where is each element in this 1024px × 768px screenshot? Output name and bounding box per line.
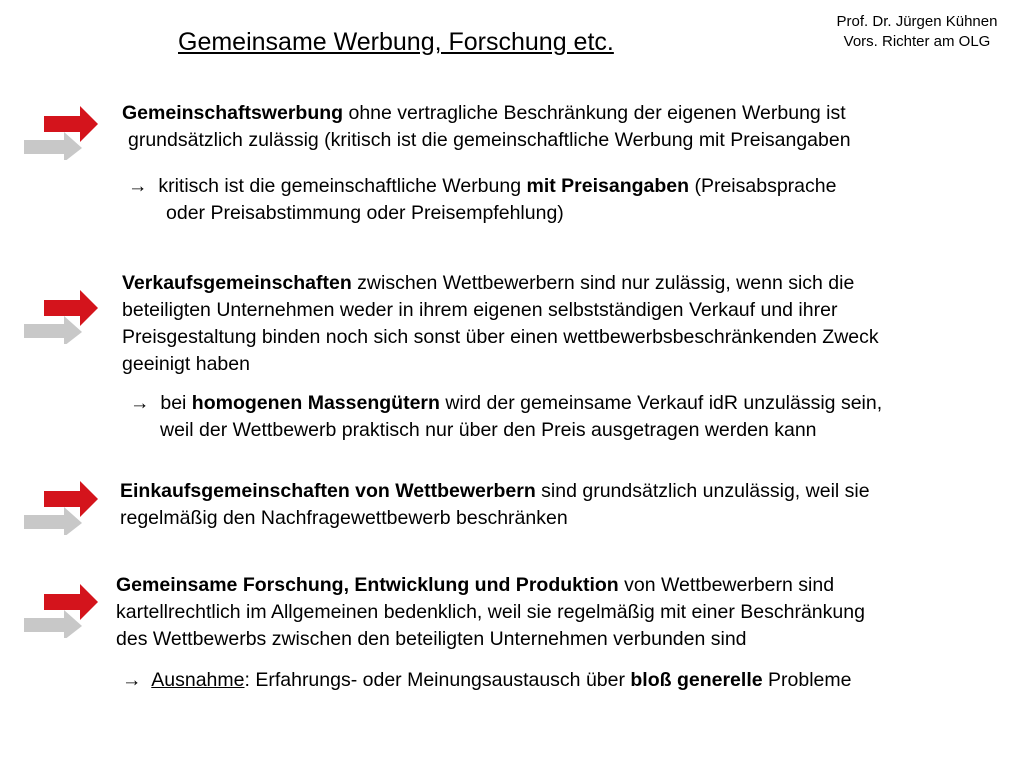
note-line	[122, 667, 851, 694]
section-text-part: ohne vertragliche Beschränkung der eigenen Werbung ist	[343, 102, 846, 124]
section-keyword: Einkaufsgemeinschaften von Wettbewerbern	[120, 480, 536, 502]
note-keyword: mit Preisangaben	[526, 175, 690, 197]
author-position: Vors. Richter am OLG	[843, 33, 991, 50]
section-text: Preisgestaltung binden noch sich sonst über einen wettbewerbsbeschränkenden Zweck	[122, 326, 879, 348]
arrow-symbol: →	[128, 175, 148, 197]
section-text	[120, 478, 870, 505]
arrow-symbol: →	[122, 669, 142, 691]
note-underline: Ausnahme	[151, 669, 245, 691]
section-text: beteiligten Unternehmen weder in ihrem eigenen selbstständigen Verkauf und ihrer	[122, 299, 838, 321]
arrow-shadow-icon	[24, 507, 82, 535]
section-text: geeinigt haben	[122, 353, 250, 375]
red-arrow-icon	[18, 578, 98, 638]
author-name: Prof. Dr. Jürgen Kühnen	[836, 13, 998, 30]
note-line	[130, 390, 882, 417]
page-title: Gemeinsame Werbung, Forschung etc.	[178, 28, 614, 56]
note-text-part: bei	[160, 392, 192, 414]
note-line: oder Preisabstimmung oder Preisempfehlung)	[166, 202, 564, 224]
section-verkaufsgemeinschaften	[122, 270, 879, 378]
arrow-shadow-icon	[24, 610, 82, 638]
section-note	[130, 390, 882, 444]
note-keyword: homogenen Massengütern	[191, 392, 440, 414]
arrow-shape-icon	[44, 106, 98, 142]
section-text: kartellrechtlich im Allgemeinen bedenklich, weil sie regelmäßig mit einer Beschränkung	[116, 601, 865, 623]
note-text-part: : Erfahrungs- oder Meinungsaustausch über	[244, 669, 631, 691]
arrow-shape-icon	[44, 290, 98, 326]
author-block	[822, 12, 1012, 52]
section-text: grundsätzlich zulässig (kritisch ist die gemeinschaftliche Werbung mit Preisangaben	[128, 129, 851, 151]
arrow-shape-icon	[44, 481, 98, 517]
note-line	[128, 173, 836, 200]
section-text	[116, 572, 865, 599]
red-arrow-icon	[18, 475, 98, 535]
section-gemeinschaftswerbung	[122, 100, 851, 154]
note-text-part: (Preisabsprache	[689, 175, 837, 197]
section-keyword: Verkaufsgemeinschaften	[122, 272, 352, 294]
red-arrow-icon	[18, 100, 98, 160]
arrow-shadow-icon	[24, 132, 82, 160]
section-text-part: sind grundsätzlich unzulässig, weil sie	[535, 480, 870, 502]
arrow-shape-icon	[44, 584, 98, 620]
section-forschung	[116, 572, 865, 653]
section-note	[128, 173, 836, 227]
note-text-part: Probleme	[762, 669, 852, 691]
note-line: weil der Wettbewerb praktisch nur über den Preis ausgetragen werden kann	[160, 419, 817, 441]
section-note	[122, 667, 851, 694]
section-text	[122, 270, 879, 297]
section-text-part: von Wettbewerbern sind	[618, 574, 835, 596]
section-keyword: Gemeinsame Forschung, Entwicklung und Produktion	[116, 574, 619, 596]
note-keyword: bloß generelle	[630, 669, 763, 691]
section-text: des Wettbewerbs zwischen den beteiligten Unternehmen verbunden sind	[116, 628, 747, 650]
red-arrow-icon	[18, 284, 98, 344]
arrow-symbol: →	[130, 392, 150, 414]
note-text-part: kritisch ist die gemeinschaftliche Werbung	[158, 175, 527, 197]
section-keyword: Gemeinschaftswerbung	[122, 102, 344, 124]
note-text-part: wird der gemeinsame Verkauf idR unzulässig sein,	[439, 392, 883, 414]
arrow-shadow-icon	[24, 316, 82, 344]
section-text: regelmäßig den Nachfragewettbewerb beschränken	[120, 507, 568, 529]
section-text-part: zwischen Wettbewerbern sind nur zulässig, wenn sich die	[351, 272, 855, 294]
section-text	[122, 100, 851, 127]
section-einkaufsgemeinschaften	[120, 478, 870, 532]
